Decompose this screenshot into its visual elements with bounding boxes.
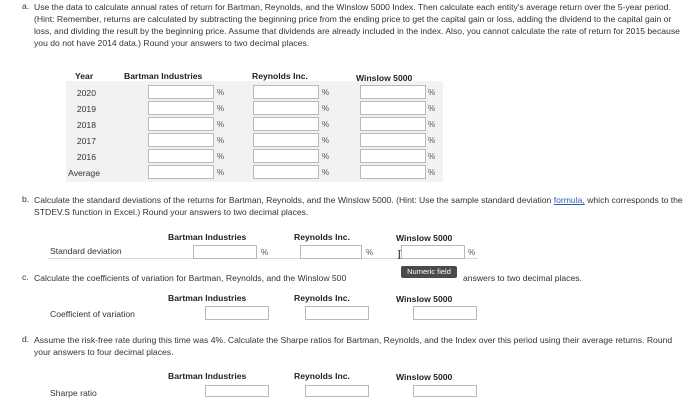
- std-dev-bartman-input[interactable]: [193, 245, 257, 259]
- pct-symbol: %: [217, 104, 225, 113]
- pct-symbol: %: [468, 248, 476, 257]
- return-winslow-input[interactable]: [360, 165, 426, 179]
- b-col-bartman: Bartman Industries: [168, 232, 247, 242]
- sharpe-bartman-input[interactable]: [205, 385, 269, 397]
- pct-symbol: %: [428, 120, 436, 129]
- c-col-bartman: Bartman Industries: [168, 293, 247, 303]
- pct-symbol: %: [217, 152, 225, 161]
- return-winslow-input[interactable]: [360, 85, 426, 99]
- pct-symbol: %: [217, 88, 225, 97]
- formula-link[interactable]: formula,: [553, 195, 585, 205]
- part-d-instructions: Assume the risk-free rate during this time was 4%. Calculate the Sharpe ratios for Bartman, Reynolds, and the Index over this period using their average returns. Round your answers to four decimal places.: [34, 335, 673, 357]
- year-label: Average: [68, 168, 100, 178]
- part-c-instructions-start: Calculate the coefficients of variation for Bartman, Reynolds, and the Winslow 500: [34, 273, 347, 283]
- part-b-marker: b.: [22, 194, 30, 204]
- text-cursor-icon: I: [397, 248, 402, 262]
- return-reynolds-input[interactable]: [253, 117, 319, 131]
- return-bartman-input[interactable]: [148, 149, 214, 163]
- sharpe-winslow-input[interactable]: [413, 385, 477, 397]
- return-reynolds-input[interactable]: [253, 165, 319, 179]
- d-col-reynolds: Reynolds Inc.: [294, 371, 350, 381]
- year-label: 2017: [76, 136, 96, 146]
- return-bartman-input[interactable]: [148, 85, 214, 99]
- numeric-field-tooltip: Numeric field: [401, 266, 457, 278]
- c-col-winslow: Winslow 5000: [396, 294, 453, 304]
- pct-symbol: %: [428, 88, 436, 97]
- part-c-marker: c.: [22, 272, 29, 282]
- sharpe-reynolds-input[interactable]: [305, 385, 369, 397]
- pct-symbol: %: [428, 168, 436, 177]
- pct-symbol: %: [217, 136, 225, 145]
- return-reynolds-input[interactable]: [253, 133, 319, 147]
- return-reynolds-input[interactable]: [253, 149, 319, 163]
- std-dev-label: Standard deviation: [50, 246, 122, 256]
- part-a-marker: a.: [22, 1, 30, 11]
- pct-symbol: %: [366, 248, 374, 257]
- pct-symbol: %: [322, 152, 330, 161]
- cv-reynolds-input[interactable]: [305, 306, 369, 320]
- year-label: 2018: [76, 120, 96, 130]
- cv-bartman-input[interactable]: [205, 306, 269, 320]
- cv-winslow-input[interactable]: [413, 306, 477, 320]
- b-col-winslow: Winslow 5000: [396, 233, 453, 243]
- pct-symbol: %: [428, 136, 436, 145]
- pct-symbol: %: [322, 120, 330, 129]
- pct-symbol: %: [261, 248, 269, 257]
- col-bartman: Bartman Industries: [124, 71, 203, 81]
- pct-symbol: %: [428, 104, 436, 113]
- pct-symbol: %: [217, 120, 225, 129]
- part-d-marker: d.: [22, 334, 30, 344]
- d-col-bartman: Bartman Industries: [168, 371, 247, 381]
- year-label: 2016: [76, 152, 96, 162]
- return-bartman-input[interactable]: [148, 101, 214, 115]
- col-reynolds: Reynolds Inc.: [252, 71, 308, 81]
- return-reynolds-input[interactable]: [253, 101, 319, 115]
- return-winslow-input[interactable]: [360, 149, 426, 163]
- part-b-instructions: Calculate the standard deviations of the returns for Bartman, Reynolds, and the Winslow 5000. (Hint: Use the sample standard deviation formula, which corresponds to the STDEV.S function in Excel.) Round your answers to two decimal places.: [34, 195, 683, 217]
- pct-symbol: %: [322, 88, 330, 97]
- pct-symbol: %: [322, 136, 330, 145]
- return-reynolds-input[interactable]: [253, 85, 319, 99]
- return-bartman-input[interactable]: [148, 117, 214, 131]
- return-bartman-input[interactable]: [148, 133, 214, 147]
- return-winslow-input[interactable]: [360, 133, 426, 147]
- std-dev-winslow-input[interactable]: [401, 245, 465, 259]
- year-label: 2019: [76, 104, 96, 114]
- pct-symbol: %: [322, 168, 330, 177]
- b-col-reynolds: Reynolds Inc.: [294, 232, 350, 242]
- return-winslow-input[interactable]: [360, 101, 426, 115]
- col-year: Year: [75, 71, 94, 81]
- part-c-instructions-end: answers to two decimal places.: [463, 273, 582, 283]
- pct-symbol: %: [217, 168, 225, 177]
- pct-symbol: %: [428, 152, 436, 161]
- sharpe-label: Sharpe ratio: [50, 388, 97, 398]
- c-col-reynolds: Reynolds Inc.: [294, 293, 350, 303]
- return-bartman-input[interactable]: [148, 165, 214, 179]
- year-label: 2020: [76, 88, 96, 98]
- part-a-instructions: Use the data to calculate annual rates of return for Bartman, Reynolds, and the Winslow 5000 Index. Then calculate each entity's average return over the 5-year period. (Hint: Remember, returns are calculated by subtracting the beginning price from the ending price to get the capital gain or loss, adding the dividend to the capital gain or loss, and dividing the result by the beginning price. Assume that dividends are already included in the index. Also, you cannot calculate the rate of return for 2015 because you do not have 2014 data.) Round your answers to two decimal places.: [34, 2, 680, 48]
- d-col-winslow: Winslow 5000: [396, 372, 453, 382]
- std-dev-reynolds-input[interactable]: [300, 245, 362, 259]
- return-winslow-input[interactable]: [360, 117, 426, 131]
- pct-symbol: %: [322, 104, 330, 113]
- cv-label: Coefficient of variation: [50, 309, 135, 319]
- col-winslow: Winslow 5000: [356, 73, 413, 83]
